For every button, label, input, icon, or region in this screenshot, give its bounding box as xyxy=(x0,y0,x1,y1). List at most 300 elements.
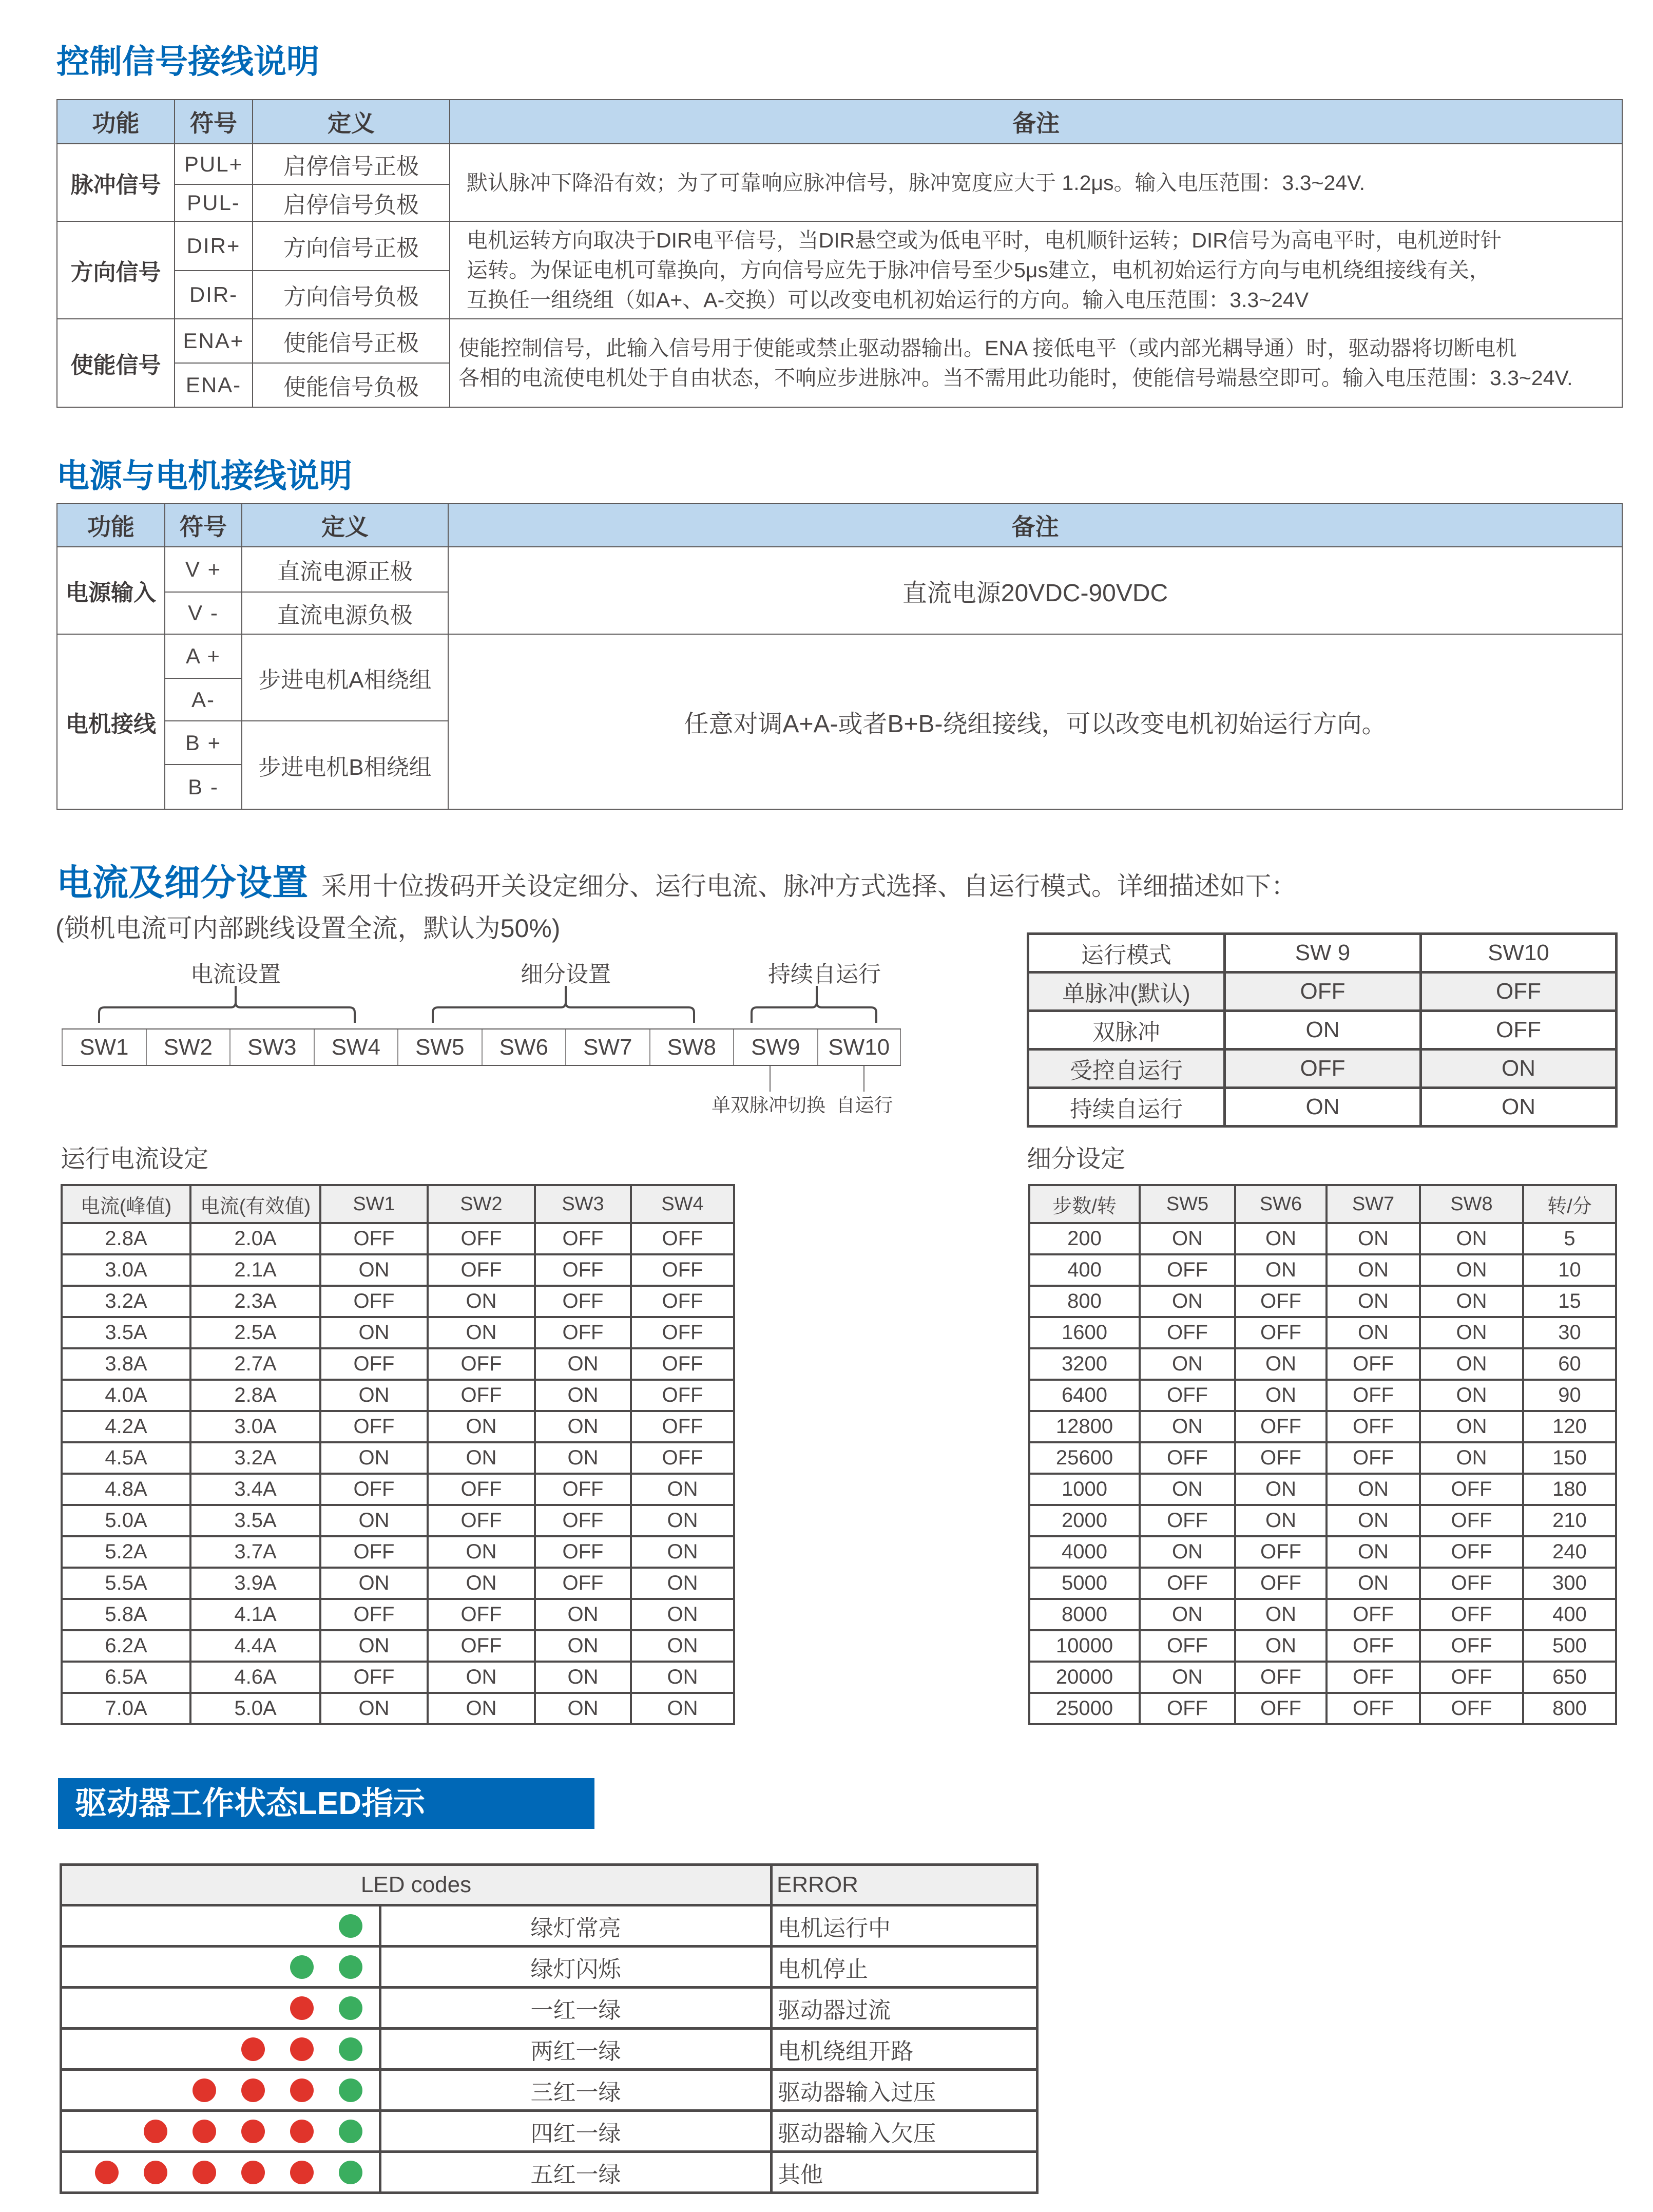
sw3-cell: OFF xyxy=(535,1568,631,1599)
sw2-cell: OFF xyxy=(428,1380,535,1411)
rms-current-cell: 3.9A xyxy=(190,1568,320,1599)
header-remark: 备注 xyxy=(448,504,1622,547)
sw2-cell: ON xyxy=(428,1286,535,1317)
rpm-cell: 800 xyxy=(1523,1693,1616,1724)
sw5-cell: ON xyxy=(1140,1411,1235,1442)
rms-current-cell: 2.7A xyxy=(190,1348,320,1380)
error-cell: 驱动器过流 xyxy=(772,1988,1037,2029)
table-row xyxy=(1029,1474,1616,1505)
sw4-cell: OFF xyxy=(631,1223,734,1254)
sw3-cell: ON xyxy=(535,1662,631,1693)
run-mode-table xyxy=(1027,932,1618,1128)
column-header: SW8 xyxy=(1420,1185,1523,1223)
table-row xyxy=(62,1662,734,1693)
led-pattern-cell: 绿灯常亮 xyxy=(380,1905,772,1947)
led-dots-cell xyxy=(61,2152,380,2193)
rpm-cell: 5 xyxy=(1523,1223,1616,1254)
sw7-cell: ON xyxy=(1327,1568,1420,1599)
sw9-cell: ON xyxy=(1225,1088,1421,1127)
rms-current-cell: 2.8A xyxy=(190,1380,320,1411)
switch-sw4: SW4 xyxy=(314,1029,398,1065)
table-row xyxy=(62,1505,734,1536)
rpm-cell: 60 xyxy=(1523,1348,1616,1380)
green-led-icon xyxy=(339,1914,362,1938)
sw8-cell: OFF xyxy=(1420,1474,1523,1505)
sw8-cell: ON xyxy=(1420,1411,1523,1442)
sw4-cell: ON xyxy=(631,1474,734,1505)
led-dots-cell xyxy=(61,2111,380,2152)
red-led-icon xyxy=(290,1996,314,2020)
header-definition: 定义 xyxy=(242,504,448,547)
sw6-cell: ON xyxy=(1235,1599,1327,1630)
table-row xyxy=(1029,1599,1616,1630)
sw4-cell: ON xyxy=(631,1536,734,1568)
table-row xyxy=(57,547,1622,592)
rms-current-cell: 3.7A xyxy=(190,1536,320,1568)
header-symbol: 符号 xyxy=(165,504,242,547)
steps-per-rev-cell: 800 xyxy=(1029,1286,1140,1317)
table-row xyxy=(62,1411,734,1442)
mode-name-cell: 单脉冲(默认) xyxy=(1028,972,1225,1011)
sw1-cell: ON xyxy=(320,1317,428,1348)
function-cell: 电机接线 xyxy=(57,634,165,809)
red-led-icon xyxy=(290,2120,314,2143)
section-title-control-signals: 控制信号接线说明 xyxy=(56,43,319,80)
sw4-cell: OFF xyxy=(631,1286,734,1317)
sw7-cell: ON xyxy=(1327,1536,1420,1568)
rms-current-cell: 3.4A xyxy=(190,1474,320,1505)
subdivision-table-caption: 细分设定 xyxy=(1027,1146,1126,1173)
sw8-cell: OFF xyxy=(1420,1568,1523,1599)
switch-sw10: SW10 xyxy=(817,1029,901,1065)
group-label-continuous-self-run: 持续自运行 xyxy=(768,962,881,987)
rpm-cell: 10 xyxy=(1523,1254,1616,1286)
led-dots-cell xyxy=(61,2070,380,2111)
sw8-cell: ON xyxy=(1420,1380,1523,1411)
rpm-cell: 300 xyxy=(1523,1568,1616,1599)
sw4-cell: ON xyxy=(631,1630,734,1662)
sw4-cell: ON xyxy=(631,1662,734,1693)
sw8-cell: OFF xyxy=(1420,1599,1523,1630)
table-row xyxy=(62,1536,734,1568)
sw6-cell: OFF xyxy=(1235,1568,1327,1599)
sw2-cell: ON xyxy=(428,1693,535,1724)
remark-cell xyxy=(450,221,1622,319)
sw7-cell: OFF xyxy=(1327,1442,1420,1474)
table-row xyxy=(1029,1536,1616,1568)
steps-per-rev-cell: 1600 xyxy=(1029,1317,1140,1348)
sw4-cell: ON xyxy=(631,1599,734,1630)
sw1-cell: OFF xyxy=(320,1474,428,1505)
bracket-self-run xyxy=(752,986,876,1023)
steps-per-rev-cell: 4000 xyxy=(1029,1536,1140,1568)
red-led-icon xyxy=(290,2161,314,2184)
sw2-cell: OFF xyxy=(428,1223,535,1254)
red-led-icon xyxy=(193,2161,216,2184)
definition-cell: 使能信号正极 xyxy=(253,319,450,363)
sw8-cell: OFF xyxy=(1420,1536,1523,1568)
column-header: SW6 xyxy=(1235,1185,1327,1223)
current-setting-table xyxy=(61,1184,735,1725)
column-header: 运行模式 xyxy=(1028,934,1225,972)
sw8-cell: OFF xyxy=(1420,1630,1523,1662)
rms-current-cell: 4.6A xyxy=(190,1662,320,1693)
table-row xyxy=(1028,1011,1617,1050)
led-dots xyxy=(62,2078,362,2102)
sw1-cell: ON xyxy=(320,1254,428,1286)
sw2-cell: ON xyxy=(428,1442,535,1474)
sw4-cell: OFF xyxy=(631,1348,734,1380)
sw8-cell: ON xyxy=(1420,1442,1523,1474)
function-cell: 脉冲信号 xyxy=(57,144,175,221)
function-cell: 使能信号 xyxy=(57,319,175,407)
switch-sw3: SW3 xyxy=(229,1029,314,1065)
table-row xyxy=(1029,1693,1616,1724)
table-row xyxy=(1029,1662,1616,1693)
sw6-cell: ON xyxy=(1235,1474,1327,1505)
column-header: 转/分 xyxy=(1523,1185,1616,1223)
peak-current-cell: 5.8A xyxy=(62,1599,190,1630)
sw10-cell: ON xyxy=(1421,1050,1617,1088)
led-dots-cell xyxy=(61,1905,380,1947)
led-pattern-cell: 五红一绿 xyxy=(380,2152,772,2193)
rpm-cell: 650 xyxy=(1523,1662,1616,1693)
sw5-cell: OFF xyxy=(1140,1317,1235,1348)
table-row xyxy=(62,1630,734,1662)
remark-line: 默认脉冲下降沿有效；为了可靠响应脉冲信号，脉冲宽度应大于 1.2μs。输入电压范围：3.3~24V. xyxy=(467,170,1366,195)
table-row xyxy=(62,1348,734,1380)
sw2-cell: ON xyxy=(428,1662,535,1693)
sw3-cell: OFF xyxy=(535,1536,631,1568)
peak-current-cell: 4.8A xyxy=(62,1474,190,1505)
bracket-subdivision xyxy=(433,986,694,1023)
table-row xyxy=(62,1223,734,1254)
rms-current-cell: 2.1A xyxy=(190,1254,320,1286)
sw4-cell: ON xyxy=(631,1693,734,1724)
sw9-cell: OFF xyxy=(1225,1050,1421,1088)
steps-per-rev-cell: 8000 xyxy=(1029,1599,1140,1630)
sw6-cell: OFF xyxy=(1235,1411,1327,1442)
table-row xyxy=(1028,1050,1617,1088)
table-row xyxy=(1029,1317,1616,1348)
led-dots xyxy=(62,2037,362,2061)
switch-sw5: SW5 xyxy=(397,1029,482,1065)
sw2-cell: OFF xyxy=(428,1599,535,1630)
sw3-cell: ON xyxy=(535,1348,631,1380)
column-header: SW5 xyxy=(1140,1185,1235,1223)
led-dots-cell xyxy=(61,1988,380,2029)
definition-cell: 直流电源负极 xyxy=(242,592,448,634)
led-dots xyxy=(62,1996,362,2020)
table-row xyxy=(57,221,1622,271)
sw5-cell: ON xyxy=(1140,1474,1235,1505)
section-title-led-status: 驱动器工作状态LED指示 xyxy=(58,1778,594,1829)
column-header: SW3 xyxy=(535,1185,631,1223)
column-header: SW2 xyxy=(428,1185,535,1223)
table-row xyxy=(62,1254,734,1286)
led-dots xyxy=(62,2120,362,2143)
symbol-cell: ENA- xyxy=(175,363,253,407)
sw3-cell: ON xyxy=(535,1630,631,1662)
sw8-cell: ON xyxy=(1420,1223,1523,1254)
rpm-cell: 90 xyxy=(1523,1380,1616,1411)
header-function: 功能 xyxy=(57,100,175,144)
sw2-cell: ON xyxy=(428,1317,535,1348)
callout-self-run: 自运行 xyxy=(836,1095,893,1116)
header-error: ERROR xyxy=(772,1865,1037,1905)
sw8-cell: ON xyxy=(1420,1317,1523,1348)
table-row xyxy=(62,1568,734,1599)
column-header: 电流(有效值) xyxy=(190,1185,320,1223)
error-cell: 其他 xyxy=(772,2152,1037,2193)
sw10-cell: OFF xyxy=(1421,1011,1617,1050)
sw5-cell: ON xyxy=(1140,1536,1235,1568)
sw5-cell: ON xyxy=(1140,1662,1235,1693)
table-body xyxy=(1028,934,1617,1127)
sw6-cell: ON xyxy=(1235,1380,1327,1411)
rpm-cell: 500 xyxy=(1523,1630,1616,1662)
table-row xyxy=(1028,972,1617,1011)
rpm-cell: 180 xyxy=(1523,1474,1616,1505)
green-led-icon xyxy=(339,2078,362,2102)
callout-pulse-mode: 单双脉冲切换 xyxy=(712,1095,825,1116)
bracket-current xyxy=(99,986,355,1023)
led-pattern-cell: 三红一绿 xyxy=(380,2070,772,2111)
table-row xyxy=(62,1286,734,1317)
steps-per-rev-cell: 25600 xyxy=(1029,1442,1140,1474)
led-pattern-cell: 一红一绿 xyxy=(380,1988,772,2029)
sw10-cell: ON xyxy=(1421,1088,1617,1127)
sw1-cell: OFF xyxy=(320,1223,428,1254)
green-led-icon xyxy=(339,1996,362,2020)
symbol-cell: B - xyxy=(165,765,242,809)
header-row xyxy=(62,1185,734,1223)
rpm-cell: 240 xyxy=(1523,1536,1616,1568)
switch-sw9: SW9 xyxy=(733,1029,817,1065)
remark-cell xyxy=(450,144,1622,221)
header-row xyxy=(61,1865,1037,1905)
column-header: SW1 xyxy=(320,1185,428,1223)
sw1-cell: OFF xyxy=(320,1599,428,1630)
peak-current-cell: 4.5A xyxy=(62,1442,190,1474)
rms-current-cell: 3.5A xyxy=(190,1505,320,1536)
sw5-cell: OFF xyxy=(1140,1254,1235,1286)
group-label-subdivision: 细分设置 xyxy=(521,962,611,987)
led-row xyxy=(61,1905,1037,1947)
error-cell: 电机绕组开路 xyxy=(772,2029,1037,2070)
sw1-cell: OFF xyxy=(320,1286,428,1317)
steps-per-rev-cell: 400 xyxy=(1029,1254,1140,1286)
sw7-cell: OFF xyxy=(1327,1599,1420,1630)
led-table-body xyxy=(61,1905,1037,2193)
sw2-cell: OFF xyxy=(428,1505,535,1536)
sw1-cell: OFF xyxy=(320,1536,428,1568)
sw7-cell: OFF xyxy=(1327,1693,1420,1724)
sw6-cell: ON xyxy=(1235,1223,1327,1254)
peak-current-cell: 6.2A xyxy=(62,1630,190,1662)
sw5-cell: ON xyxy=(1140,1599,1235,1630)
red-led-icon xyxy=(241,2120,265,2143)
remark-line: 运转。为保证电机可靠换向，方向信号应先于脉冲信号至少5μs建立，电机初始运行方向与电机绕组接线有关， xyxy=(467,258,1490,282)
steps-per-rev-cell: 5000 xyxy=(1029,1568,1140,1599)
table-row xyxy=(1029,1223,1616,1254)
remark-cell xyxy=(450,319,1622,407)
peak-current-cell: 5.2A xyxy=(62,1536,190,1568)
mode-name-cell: 双脉冲 xyxy=(1028,1011,1225,1050)
sw3-cell: OFF xyxy=(535,1505,631,1536)
peak-current-cell: 3.8A xyxy=(62,1348,190,1380)
function-cell: 方向信号 xyxy=(57,221,175,319)
rms-current-cell: 3.0A xyxy=(190,1411,320,1442)
rms-current-cell: 5.0A xyxy=(190,1693,320,1724)
led-row xyxy=(61,1947,1037,1988)
sw4-cell: OFF xyxy=(631,1411,734,1442)
sw9-cell: OFF xyxy=(1225,972,1421,1011)
error-cell: 电机停止 xyxy=(772,1947,1037,1988)
symbol-cell: PUL- xyxy=(175,184,253,221)
sw6-cell: OFF xyxy=(1235,1286,1327,1317)
sw3-cell: OFF xyxy=(535,1223,631,1254)
steps-per-rev-cell: 1000 xyxy=(1029,1474,1140,1505)
sw2-cell: OFF xyxy=(428,1474,535,1505)
column-header: SW4 xyxy=(631,1185,734,1223)
dip-switch-row xyxy=(62,1028,901,1066)
table-row xyxy=(1029,1348,1616,1380)
sw5-cell: OFF xyxy=(1140,1693,1235,1724)
rms-current-cell: 2.3A xyxy=(190,1286,320,1317)
red-led-icon xyxy=(193,2078,216,2102)
green-led-icon xyxy=(290,1955,314,1979)
peak-current-cell: 4.0A xyxy=(62,1380,190,1411)
steps-per-rev-cell: 20000 xyxy=(1029,1662,1140,1693)
sw8-cell: OFF xyxy=(1420,1693,1523,1724)
sw1-cell: OFF xyxy=(320,1348,428,1380)
sw5-cell: ON xyxy=(1140,1286,1235,1317)
sw6-cell: ON xyxy=(1235,1254,1327,1286)
led-row xyxy=(61,2111,1037,2152)
led-pattern-cell: 绿灯闪烁 xyxy=(380,1947,772,1988)
rpm-cell: 15 xyxy=(1523,1286,1616,1317)
peak-current-cell: 2.8A xyxy=(62,1223,190,1254)
definition-cell: 步进电机A相绕组 xyxy=(242,634,448,721)
sw1-cell: ON xyxy=(320,1568,428,1599)
table-row xyxy=(62,1693,734,1724)
group-label-current: 电流设置 xyxy=(190,962,281,987)
peak-current-cell: 7.0A xyxy=(62,1693,190,1724)
red-led-icon xyxy=(290,2037,314,2061)
peak-current-cell: 4.2A xyxy=(62,1411,190,1442)
rpm-cell: 30 xyxy=(1523,1317,1616,1348)
definition-cell: 直流电源正极 xyxy=(242,547,448,592)
sw8-cell: OFF xyxy=(1420,1662,1523,1693)
peak-current-cell: 3.2A xyxy=(62,1286,190,1317)
sw2-cell: OFF xyxy=(428,1348,535,1380)
remark-cell: 任意对调A+A-或者B+B-绕组接线，可以改变电机初始运行方向。 xyxy=(448,634,1622,809)
led-row xyxy=(61,2029,1037,2070)
remark-cell: 直流电源20VDC-90VDC xyxy=(448,547,1622,634)
sw1-cell: ON xyxy=(320,1630,428,1662)
column-header: 步数/转 xyxy=(1029,1185,1140,1223)
led-dots-cell xyxy=(61,1947,380,1988)
table-row xyxy=(1029,1442,1616,1474)
symbol-cell: B + xyxy=(165,721,242,765)
column-header: 电流(峰值) xyxy=(62,1185,190,1223)
sw7-cell: ON xyxy=(1327,1474,1420,1505)
peak-current-cell: 5.5A xyxy=(62,1568,190,1599)
red-led-icon xyxy=(95,2161,119,2184)
header-row xyxy=(1028,934,1617,972)
sw4-cell: OFF xyxy=(631,1317,734,1348)
sw3-cell: ON xyxy=(535,1442,631,1474)
definition-cell: 启停信号负极 xyxy=(253,184,450,221)
symbol-cell: V + xyxy=(165,547,242,592)
header-row xyxy=(57,504,1622,547)
symbol-cell: A + xyxy=(165,634,242,678)
steps-per-rev-cell: 12800 xyxy=(1029,1411,1140,1442)
symbol-cell: A- xyxy=(165,678,242,721)
sw4-cell: OFF xyxy=(631,1254,734,1286)
peak-current-cell: 6.5A xyxy=(62,1662,190,1693)
table-row xyxy=(1029,1380,1616,1411)
green-led-icon xyxy=(339,2161,362,2184)
sw2-cell: ON xyxy=(428,1411,535,1442)
header-led-codes: LED codes xyxy=(61,1865,772,1905)
sw3-cell: OFF xyxy=(535,1474,631,1505)
section-heading-current-subdivision xyxy=(56,865,1297,902)
sw1-cell: ON xyxy=(320,1693,428,1724)
sw7-cell: OFF xyxy=(1327,1411,1420,1442)
sw1-cell: OFF xyxy=(320,1662,428,1693)
table-row xyxy=(1028,1088,1617,1127)
sw5-cell: ON xyxy=(1140,1223,1235,1254)
symbol-cell: ENA+ xyxy=(175,319,253,363)
power-motor-table xyxy=(56,503,1623,810)
rpm-cell: 120 xyxy=(1523,1411,1616,1442)
error-cell: 驱动器输入欠压 xyxy=(772,2111,1037,2152)
sw9-cell: ON xyxy=(1225,1011,1421,1050)
sw3-cell: OFF xyxy=(535,1317,631,1348)
mode-name-cell: 持续自运行 xyxy=(1028,1088,1225,1127)
sw1-cell: ON xyxy=(320,1505,428,1536)
control-signal-table xyxy=(56,99,1623,408)
led-dots xyxy=(62,1914,362,1938)
sw4-cell: ON xyxy=(631,1505,734,1536)
sw2-cell: ON xyxy=(428,1536,535,1568)
remark-line: 电机运转方向取决于DIR电平信号，当DIR悬空或为低电平时，电机顺针运转；DIR信号为高电平时，电机逆时针 xyxy=(467,228,1502,252)
mode-name-cell: 受控自运行 xyxy=(1028,1050,1225,1088)
sw5-cell: OFF xyxy=(1140,1568,1235,1599)
sw3-cell: OFF xyxy=(535,1286,631,1317)
switch-sw2: SW2 xyxy=(146,1029,230,1065)
sw7-cell: ON xyxy=(1327,1317,1420,1348)
led-status-table xyxy=(60,1863,1039,2194)
green-led-icon xyxy=(339,2120,362,2143)
switch-sw6: SW6 xyxy=(482,1029,566,1065)
led-dots xyxy=(62,2161,362,2184)
rpm-cell: 210 xyxy=(1523,1505,1616,1536)
sw6-cell: OFF xyxy=(1235,1693,1327,1724)
sw3-cell: ON xyxy=(535,1599,631,1630)
remark-line: 使能控制信号，此输入信号用于使能或禁止驱动器输出。ENA 接低电平（或内部光耦导通）时，驱动器将切断电机 xyxy=(458,336,1517,360)
red-led-icon xyxy=(144,2161,167,2184)
switch-sw7: SW7 xyxy=(565,1029,649,1065)
sw1-cell: ON xyxy=(320,1442,428,1474)
table-row xyxy=(57,319,1622,363)
sw7-cell: ON xyxy=(1327,1254,1420,1286)
table-row xyxy=(57,634,1622,678)
table-row xyxy=(62,1474,734,1505)
sw6-cell: OFF xyxy=(1235,1662,1327,1693)
